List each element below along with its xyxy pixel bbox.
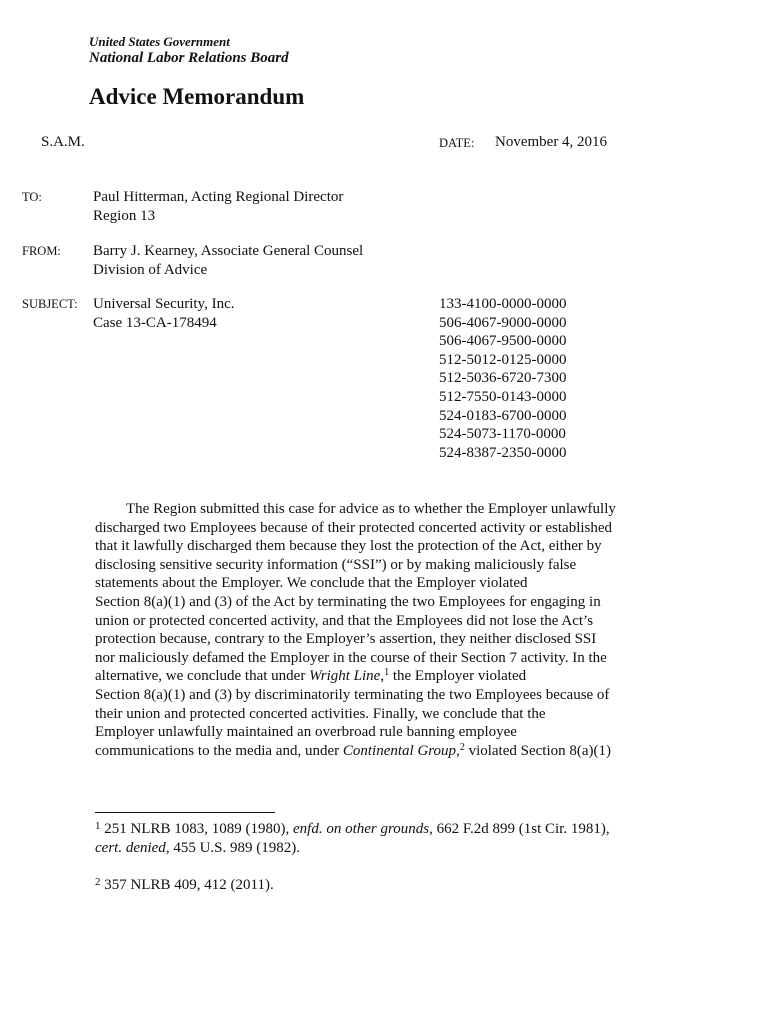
footnote-ref-2: 2 bbox=[459, 741, 465, 753]
case-code: 133-4100-0000-0000 bbox=[439, 296, 567, 312]
to-label: TO: bbox=[22, 190, 42, 204]
footnote-1: $^1$ 251 NLRB 1083, 1089 (1980), enfd. on other grounds, 662 F.2d 899 (1st Cir. 1981), cert. denied, 455 U.S. 989 (1982). bbox=[95, 820, 610, 856]
body-line: statements about the Employer. We conclude that the Employer violated bbox=[95, 575, 528, 592]
case-code: 524-5073-1170-0000 bbox=[439, 426, 566, 443]
from-label: FROM: bbox=[22, 244, 61, 258]
from-block bbox=[93, 242, 363, 279]
from-line: Division of Advice bbox=[93, 261, 208, 278]
case-code: 512-5012-0125-0000 bbox=[439, 351, 567, 368]
body-line: nor maliciously defamed the Employer in the course of their Section 7 activity. In the bbox=[95, 649, 607, 666]
body-line: their union and protected concerted activities. Finally, we conclude that the bbox=[95, 705, 546, 722]
body-line: discharged two Employees because of their protected concerted activity or established bbox=[95, 519, 613, 536]
subject-line: Universal Security, Inc. bbox=[93, 296, 235, 312]
body-line: alternative, we conclude that under Wright Line,$^1$ the Employer violated bbox=[95, 667, 527, 685]
body-line: protection because, contrary to the Employer’s assertion, they neither disclosed SSI bbox=[95, 631, 597, 648]
case-codes bbox=[439, 295, 567, 462]
body-line: disclosing sensitive security information (“SSI”) or by making maliciously false bbox=[95, 556, 577, 573]
date-label: DATE: bbox=[439, 136, 475, 150]
body-line: that it lawfully discharged them because they lost the protection of the Act, either by bbox=[95, 538, 602, 555]
body-line: Employer unlawfully maintained an overbroad rule banning employee bbox=[95, 724, 517, 741]
body-line: Section 8(a)(1) and (3) by discriminatorily terminating the two Employees because of bbox=[95, 686, 610, 703]
body-line: union or protected concerted activity, and that the Employees did not lose the Act’s bbox=[95, 612, 594, 629]
to-line: Region 13 bbox=[93, 207, 156, 224]
body-line: communications to the media and, under Continental Group,$^2$ violated Section 8(a)(1) bbox=[95, 741, 612, 759]
case-code: 512-5036-6720-7300 bbox=[439, 370, 567, 387]
date-value: November 4, 2016 bbox=[495, 134, 608, 150]
case-code: 506-4067-9500-0000 bbox=[439, 333, 567, 350]
memo-body bbox=[95, 500, 695, 760]
case-code: 524-8387-2350-0000 bbox=[439, 444, 567, 461]
body-line: The Region submitted this case for advice as to whether the Employer unlawfully bbox=[126, 501, 616, 517]
case-name-wright-line: Wright Line bbox=[309, 668, 381, 685]
case-code: 512-7550-0143-0000 bbox=[439, 388, 567, 405]
footnote-divider bbox=[95, 812, 275, 813]
agency-line-2: National Labor Relations Board bbox=[89, 50, 289, 66]
from-line: Barry J. Kearney, Associate General Counsel bbox=[93, 243, 364, 259]
footnote-1-mark: 1 bbox=[95, 820, 101, 832]
footnote-2-mark: 2 bbox=[95, 876, 101, 888]
sam-label: S.A.M. bbox=[41, 134, 85, 150]
case-code: 506-4067-9000-0000 bbox=[439, 314, 567, 331]
agency-line-1: United States Government bbox=[89, 34, 230, 49]
body-line: Section 8(a)(1) and (3) of the Act by terminating the two Employees for engaging in bbox=[95, 593, 601, 610]
subject-block bbox=[93, 295, 234, 332]
footnote-ref-1: 1 bbox=[384, 667, 390, 679]
subject-line: Case 13-CA-178494 bbox=[93, 314, 217, 331]
memo-title: Advice Memorandum bbox=[89, 84, 305, 109]
to-block bbox=[93, 188, 343, 225]
to-line: Paul Hitterman, Acting Regional Director bbox=[93, 189, 344, 205]
case-name-continental-group: Continental Group bbox=[342, 742, 457, 759]
case-code: 524-0183-6700-0000 bbox=[439, 407, 567, 424]
subject-label: SUBJECT: bbox=[22, 297, 78, 311]
footnote-2: $^2$ 357 NLRB 409, 412 (2011). bbox=[95, 876, 274, 893]
